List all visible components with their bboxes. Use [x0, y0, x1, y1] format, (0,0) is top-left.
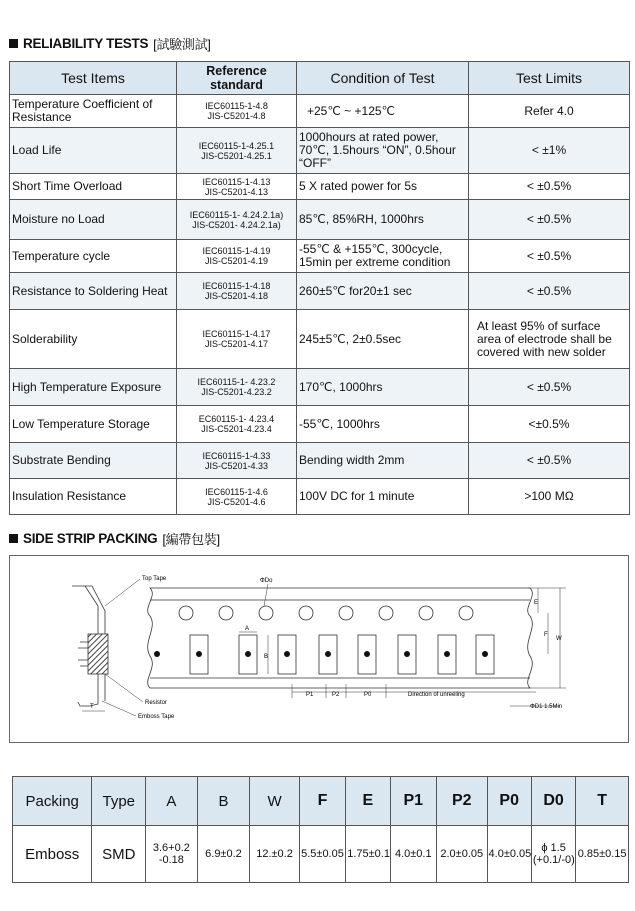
test-item: Temperature Coefficient of Resistance: [10, 95, 177, 128]
label-p1: P1: [306, 692, 314, 698]
tape-diagram: [9, 555, 629, 743]
reference-standard: [177, 240, 297, 273]
packing-header: D0: [531, 777, 575, 826]
table-row: [10, 369, 630, 406]
d0-value-line2: (+0.1/-0): [532, 854, 575, 866]
e-value: 1.75±0.1: [346, 826, 390, 883]
sprocket-hole: [259, 606, 273, 620]
b-value: 6.9±0.2: [197, 826, 250, 883]
test-condition: 85℃, 85%RH, 1000hrs: [297, 200, 469, 240]
header-test-items: Test Items: [10, 62, 177, 95]
tape-strip: [148, 588, 533, 688]
reference-standard: [177, 406, 297, 443]
pocket-hole: [482, 651, 488, 657]
table-row: [10, 310, 630, 369]
pocket-hole: [325, 651, 331, 657]
pocket-hole: [245, 651, 251, 657]
test-condition: 5 X rated power for 5s: [297, 174, 469, 200]
label-top-tape: Top Tape: [142, 576, 167, 582]
std-line1: IEC60115-1-4.19: [202, 246, 271, 256]
test-item: High Temperature Exposure: [10, 369, 177, 406]
reference-standard: [177, 443, 297, 479]
pocket-hole: [196, 651, 202, 657]
packing-header: P1: [390, 777, 436, 826]
label-e: E: [534, 600, 539, 606]
test-condition: 170℃, 1000hrs: [297, 369, 469, 406]
test-limit: At least 95% of surface area of electrode shall be covered with new solder: [469, 310, 630, 369]
packing-header: Packing: [13, 777, 92, 826]
reference-standard: [177, 174, 297, 200]
std-line2: JIS-C5201-4.18: [204, 291, 269, 301]
packing-header-row: [13, 777, 629, 826]
reliability-title-text: RELIABILITY TESTS: [23, 36, 149, 51]
std-line1: IEC60115-1- 4.23.2: [197, 377, 276, 387]
table-row: [10, 443, 630, 479]
std-line2: JIS-C5201-4.33: [204, 460, 269, 471]
header-test-limits: Test Limits: [469, 62, 630, 95]
std-line2: JIS-C5201- 4.24.2.1a): [192, 219, 281, 230]
test-limit: < ±0.5%: [469, 200, 630, 240]
label-p2: P2: [332, 692, 340, 698]
reliability-table: [9, 61, 630, 515]
packing-header: P0: [487, 777, 531, 826]
a-value-line1: 3.6+0.2: [152, 842, 190, 854]
test-limit: <±0.5%: [469, 406, 630, 443]
std-line2: JIS-C5201-4.13: [204, 186, 269, 197]
sprocket-holes: [179, 606, 473, 620]
f-value: 5.5±0.05: [299, 826, 345, 883]
resistor-crosssection: [88, 634, 108, 674]
sprocket-hole: [299, 606, 313, 620]
std-line1: IEC60115-1- 4.24.2.1a): [189, 209, 284, 220]
sprocket-hole: [459, 606, 473, 620]
reference-standard: [177, 310, 297, 369]
std-line1: IEC60115-1-4.33: [202, 450, 271, 461]
test-condition: 245±5℃, 2±0.5sec: [297, 310, 469, 369]
test-item: Temperature cycle: [10, 240, 177, 273]
reliability-title-cjk: [試驗測試]: [153, 37, 211, 52]
packing-title-text: SIDE STRIP PACKING: [23, 531, 158, 546]
test-item: Insulation Resistance: [10, 479, 177, 515]
table-row: [10, 273, 630, 310]
reference-standard: [177, 479, 297, 515]
type-value: SMD: [92, 826, 146, 883]
test-item: Substrate Bending: [10, 443, 177, 479]
tape-side-view: [72, 586, 108, 706]
label-direction: Direction of unreeling: [408, 692, 465, 698]
label-w: W: [556, 636, 562, 642]
w-value: 12.±0.2: [250, 826, 300, 883]
packing-section-title: [9, 529, 220, 548]
packing-header: P2: [436, 777, 487, 826]
label-resistor: Resistor: [145, 700, 168, 706]
test-limit: Refer 4.0: [469, 95, 630, 128]
test-condition: -55℃, 1000hrs: [297, 406, 469, 443]
packing-header: E: [346, 777, 390, 826]
reference-standard: [177, 95, 297, 128]
sprocket-hole: [339, 606, 353, 620]
test-item: Short Time Overload: [10, 174, 177, 200]
p1-value: 4.0±0.1: [390, 826, 436, 883]
label-p0: P0: [364, 692, 372, 698]
reliability-header-row: [10, 62, 630, 95]
packing-value: Emboss: [13, 826, 92, 883]
std-line2: JIS-C5201-4.17: [204, 339, 269, 349]
packing-value-row: [13, 826, 629, 883]
test-limit: < ±0.5%: [469, 443, 630, 479]
packing-table: [12, 776, 629, 883]
label-d1: ΦD1 1.5Min: [530, 704, 563, 710]
table-row: [10, 128, 630, 174]
std-line1: IEC60115-1-4.18: [202, 281, 271, 291]
label-f: F: [544, 632, 548, 638]
test-limit: < ±0.5%: [469, 240, 630, 273]
label-t: T: [90, 704, 94, 710]
test-item: Solderability: [10, 310, 177, 369]
header-ref-line2: standard: [210, 78, 263, 92]
std-line2: JIS-C5201-4.19: [204, 256, 269, 266]
pocket-hole: [364, 651, 370, 657]
packing-title-cjk: [編帶包裝]: [162, 532, 220, 547]
test-item: Low Temperature Storage: [10, 406, 177, 443]
test-limit: < ±0.5%: [469, 273, 630, 310]
label-b: B: [264, 654, 269, 660]
std-line1: IEC60115-1-4.6: [205, 486, 268, 497]
packing-header: F: [299, 777, 345, 826]
table-row: [10, 200, 630, 240]
table-row: [10, 479, 630, 515]
test-condition: 100V DC for 1 minute: [297, 479, 469, 515]
pocket-hole: [284, 651, 290, 657]
table-row: [10, 240, 630, 273]
sprocket-hole: [219, 606, 233, 620]
std-line2: JIS-C5201-4.25.1: [201, 150, 272, 161]
std-line2: JIS-C5201-4.6: [207, 496, 266, 507]
test-limit: < ±0.5%: [469, 369, 630, 406]
test-item: Load Life: [10, 128, 177, 174]
sprocket-hole: [419, 606, 433, 620]
test-item: Resistance to Soldering Heat: [10, 273, 177, 310]
test-limit: < ±0.5%: [469, 174, 630, 200]
std-line1: IEC60115-1-4.13: [202, 176, 271, 187]
table-row: [10, 174, 630, 200]
pocket-hole: [404, 651, 410, 657]
packing-header: Type: [92, 777, 146, 826]
header-condition: Condition of Test: [297, 62, 469, 95]
std-line1: IEC60115-1-4.17: [202, 329, 271, 339]
test-condition: Bending width 2mm: [297, 443, 469, 479]
t-value: 0.85±0.15: [576, 826, 629, 883]
test-condition: 260±5℃ for20±1 sec: [297, 273, 469, 310]
reference-standard: [177, 128, 297, 174]
std-line1: EC60115-1- 4.23.4: [198, 414, 275, 424]
tape-diagram-svg: [10, 556, 628, 742]
p0-value: 4.0±0.05: [487, 826, 531, 883]
std-line1: IEC60115-1-4.8: [205, 101, 268, 111]
table-row: [10, 406, 630, 443]
packing-header: A: [146, 777, 198, 826]
test-limit: >100 MΩ: [469, 479, 630, 515]
a-value: [146, 826, 198, 883]
label-emboss-tape: Emboss Tape: [138, 714, 175, 720]
test-condition: +25℃ ~ +125℃: [297, 95, 469, 128]
packing-header: T: [576, 777, 629, 826]
table-row: [10, 95, 630, 128]
std-line2: JIS-C5201-4.23.4: [201, 424, 272, 434]
test-condition: -55℃ & +155℃, 300cycle, 15min per extreme condition: [297, 240, 469, 273]
bullet-square-icon: [9, 39, 18, 48]
p2-value: 2.0±0.05: [436, 826, 487, 883]
packing-header: B: [197, 777, 250, 826]
header-ref-line1: Reference: [206, 64, 267, 78]
std-line2: JIS-C5201-4.8: [207, 111, 266, 121]
pocket-hole: [444, 651, 450, 657]
header-reference-standard: [177, 62, 297, 95]
sprocket-hole: [179, 606, 193, 620]
packing-header: W: [250, 777, 300, 826]
reference-standard: [177, 273, 297, 310]
reference-standard: [177, 200, 297, 240]
pocket-hole: [154, 651, 160, 657]
std-line1: IEC60115-1-4.25.1: [198, 140, 275, 151]
test-condition: 1000hours at rated power, 70℃, 1.5hours “ON”, 0.5hour “OFF”: [297, 128, 469, 174]
label-a: A: [245, 626, 250, 632]
reference-standard: [177, 369, 297, 406]
test-limit: < ±1%: [469, 128, 630, 174]
std-line2: JIS-C5201-4.23.2: [201, 387, 272, 397]
reliability-section-title: [9, 34, 211, 53]
label-d0: ΦDo: [260, 578, 273, 584]
d0-value: [531, 826, 575, 883]
test-item: Moisture no Load: [10, 200, 177, 240]
d0-value-line1: ϕ 1.5: [541, 842, 566, 854]
bullet-square-icon: [9, 534, 18, 543]
a-value-line2: -0.18: [158, 854, 184, 866]
sprocket-hole: [379, 606, 393, 620]
